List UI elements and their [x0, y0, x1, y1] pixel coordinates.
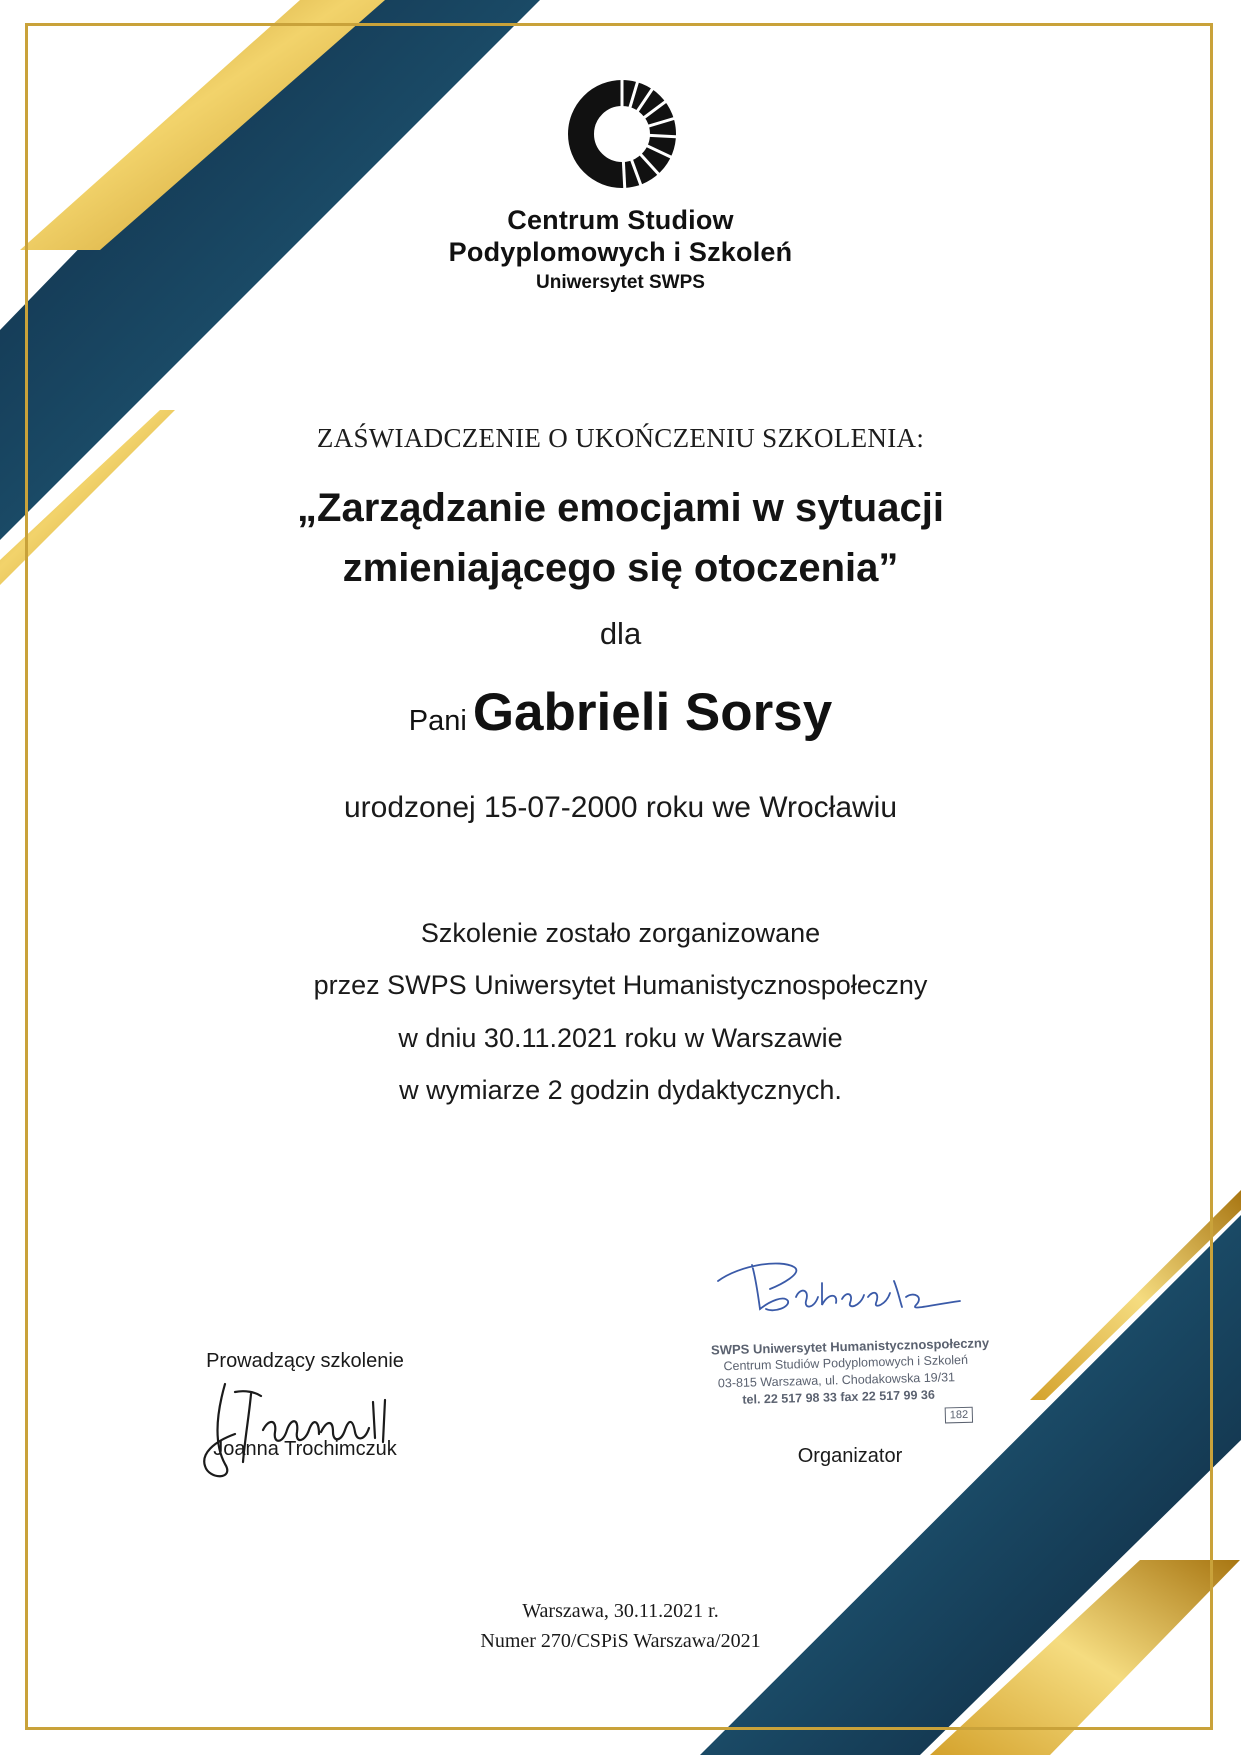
- stamp-number: 182: [945, 1407, 974, 1424]
- stamp-org: SWPS Uniwersytet Humanistycznospołeczny: [710, 1335, 990, 1358]
- footer-certificate-number: Numer 270/CSPiS Warszawa/2021: [480, 1630, 761, 1652]
- certificate-label: ZAŚWIADCZENIE O UKOŃCZENIU SZKOLENIA:: [316, 423, 925, 453]
- org-name-line1: Centrum Studiow: [507, 205, 734, 235]
- stamp-phone: tel. 22 517 98 33 fax 22 517 99 36: [742, 1387, 936, 1407]
- leader-name: Joanna Trochimczuk: [213, 1438, 397, 1460]
- footer-place-date: Warszawa, 30.11.2021 r.: [522, 1600, 719, 1622]
- for-label: dla: [599, 616, 642, 651]
- stamp-address: 03-815 Warszawa, ul. Chodakowska 19/31: [717, 1370, 956, 1391]
- body-line: Szkolenie zostało zorganizowane: [420, 918, 821, 948]
- organizer-label: Organizator: [797, 1445, 903, 1467]
- course-title-line2: zmieniającego się otoczenia”: [342, 546, 899, 590]
- recipient-name: Gabrieli Sorsy: [472, 683, 833, 742]
- university-name: Uniwersytet SWPS: [536, 272, 705, 293]
- body-line: w wymiarze 2 godzin dydaktycznych.: [399, 1075, 842, 1105]
- leader-title: Prowadzący szkolenie: [206, 1350, 404, 1372]
- organizer-signature: [710, 1245, 970, 1325]
- salutation: Pani: [408, 705, 467, 737]
- course-title: [0, 478, 1241, 598]
- org-name-line2: Podyplomowych i Szkoleń: [448, 237, 793, 267]
- birth-info: urodzonej 15-07-2000 roku we Wrocławiu: [343, 791, 898, 824]
- course-title-line1: „Zarządzanie emocjami w sytuacji: [297, 486, 944, 530]
- swps-ring-logo-icon: [563, 75, 681, 193]
- body-line: przez SWPS Uniwersytet Humanistycznospołeczny: [313, 970, 928, 1000]
- leader-signature: [195, 1372, 435, 1482]
- stamp-unit: Centrum Studiów Podyplomowych i Szkoleń: [723, 1352, 969, 1374]
- recipient-line: [0, 682, 1241, 743]
- body-line: w dniu 30.11.2021 roku w Warszawie: [398, 1023, 843, 1053]
- organizer-stamp: [710, 1334, 990, 1433]
